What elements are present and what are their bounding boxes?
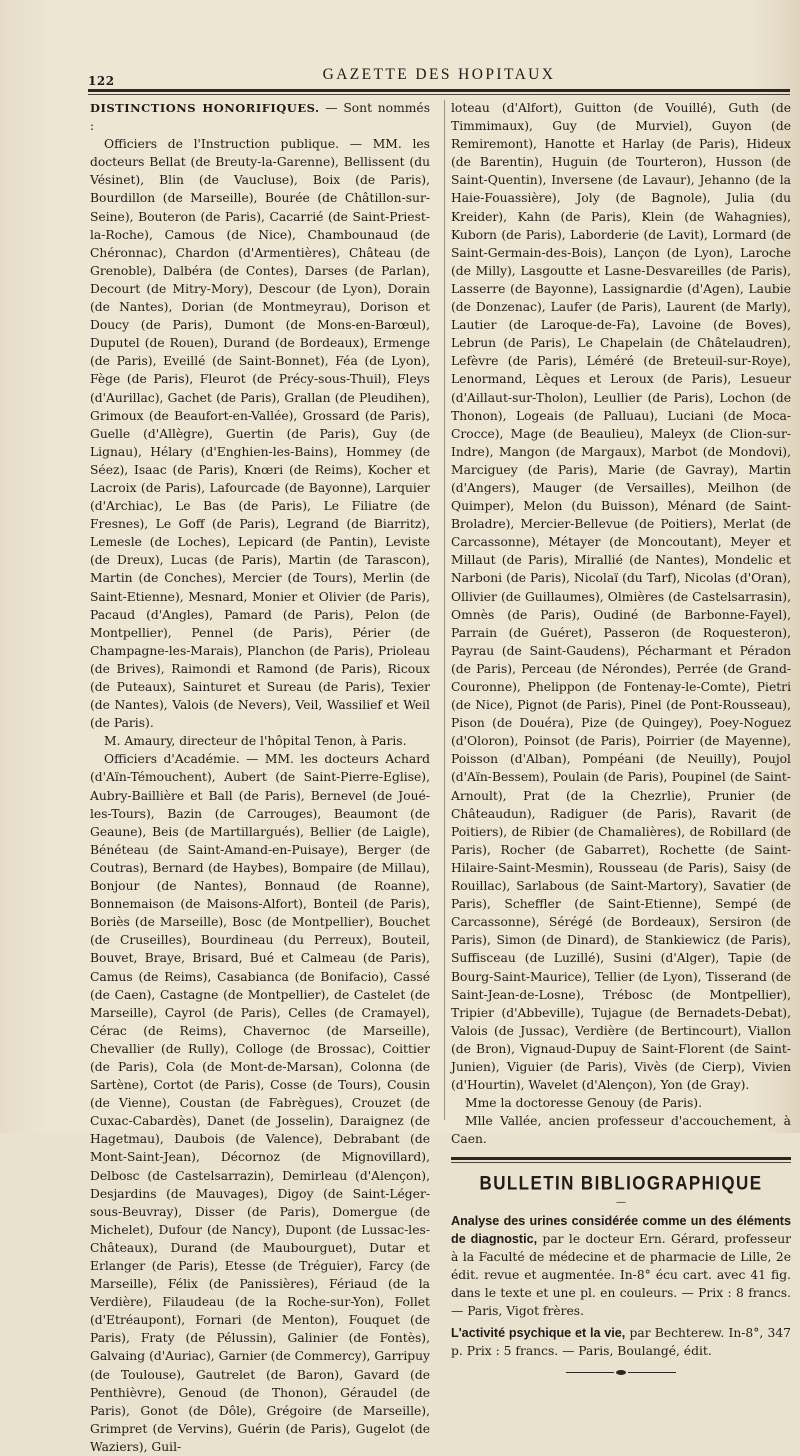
instruction-publique-paragraph: Officiers de l'Instruction publique. — MM. les docteurs Bellat (de Breuty-la-Garenne), Bellissent (du Vésinet), Blin (de Vaucluse), Boix (de Paris), Bourdillon (de Marseille), Bourée (de Châtillon-sur-Seine), Bouteron (de Paris), Cacarrié (de Saint-Priest-la-Roche), Camous (de Nice), Chambounaud (de Chéronnac), Chardon (d'Armentières), Château (de Grenoble), Dalbéra (de Contes), Darses (de Parlan), Decourt (de Mitry-Mory), Descour (de Lyon), Dorain (de Nantes), Dorian (de Montmeyrau), Dorison et Doucy (de Paris), Dumont (de Mons-en-Barœul), Duputel (de Rouen), Durand (de Bordeaux), Ermenge (de Paris), Eveillé (de Saint-Bonnet), Féa (de Lyon), Fège (de Paris), Fleurot (de Précy-sous-Thuil), Fleys (d'Aurillac), Gachet (de Paris), Grallan (de Pleudihen), Grimoux (de Beaufort-en-Vallée), Grossard (de Paris), Guelle (d'Allègre), Guertin (de Paris), Guy (de Lignau), Hélary (d'Enghien-les-Bains), Hommey (de Séez), Isaac (de Paris), Knœri (de Reims), Kocher et Lacroix (de Paris), Lafourcade (de Bayonne), Larquier (d'Archiac), Le Bas (de Paris), Le Filiatre (de Fresnes), Le Goff (de Paris), Legrand (de Biarritz), Lemesle (de Loches), Lepicard (de Pantin), Leviste (de Dreux), Lucas (de Paris), Martin (de Tarascon), Martin (de Conches), Mercier (de Tours), Merlin (de Saint-Etienne), Mesnard, Monier et Olivier (de Paris), Pacaud (d'Angles), Pamard (de Paris), Pelon (de Montpellier), Pennel (de Paris), Périer (de Champagne-les-Marais), Planchon (de Paris), Prioleau (de Brives), Raimondi et Ramond (de Paris), Ricoux (de Puteaux), Sainturet et Sureau (de Paris), Texier (de Nantes), Valois (de Nevers), Veil, Wassilief et Weil (de Paris).	[90, 137, 430, 731]
page-header	[88, 66, 790, 86]
ornament-line-right	[628, 1372, 676, 1373]
left-column	[90, 99, 430, 1456]
book-title-activite: L'activité psychique et la vie,	[451, 1326, 626, 1341]
distinctions-heading: DISTINCTIONS HONORIFIQUES.	[90, 101, 320, 115]
running-title: GAZETTE DES HOPITAUX	[322, 66, 556, 83]
book-title-urines: Analyse des urines considérée comme un des éléments de diagnostic,	[451, 1213, 791, 1246]
ornament-line-left	[566, 1372, 614, 1373]
column-divider	[444, 100, 445, 1120]
end-ornament	[451, 1368, 791, 1376]
section-rule-thin	[451, 1162, 791, 1163]
academie-continued-paragraph: loteau (d'Alfort), Guitton (de Vouillé), Guth (de Timmimaux), Guy (de Murviel), Guyon (de Remiremont), Hanotte et Harlay (de Paris), Hideux (de Barentin), Huguin (de Tourteron), Husson (de Saint-Quentin), Inversene (de Lavaur), Jehanno (de la Haie-Fouassière), Joly (de Bagnole), Julia (du Kreider), Kahn (de Paris), Klein (de Wahagnies), Kuborn (de Paris), Laborderie (de Lavit), Lormard (de Saint-Germain-des-Bois), Lançon (de Lyon), Laroche (de Milly), Lasgoutte et Lasne-Desvareilles (de Paris), Lasserre (de Bayonne), Lassignardie (d'Agen), Laubie (de Donzenac), Laufer (de Paris), Laurent (de Marly), Lautier (de Laroque-de-Fa), Lavoine (de Boves), Lebrun (de Paris), Le Chapelain (de Châtelaudren), Lefèvre (de Paris), Léméré (de Breteuil-sur-Roye), Lenormand, Lèques et Leroux (de Paris), Lesueur (d'Aillaut-sur-Tholon), Leullier (de Paris), Lochon (de Thonon), Logeais (de Palluau), Luciani (de Moca-Crocce), Mage (de Beaulieu), Maleyx (de Clion-sur-Indre), Mangon (de Margaux), Marbot (de Mondovi), Marciguey (de Paris), Marie (de Gavray), Martin (d'Angers), Mauger (de Versailles), Meilhon (de Quimper), Melon (du Buisson), Ménard (de Saint-Broladre), Mercier-Bellevue (de Poitiers), Merlat (de Carcassonne), Métayer (de Moncoutant), Meyer et Millaut (de Paris), Mirallié (de Nantes), Mondelic et Narboni (de Paris), Nicolaï (du Tarf), Nicolas (d'Oran), Ollivier (de Guillaumes), Olmières (de Castelsarrasin), Omnès (de Paris), Oudiné (de Barbonne-Fayel), Parrain (de Guéret), Passeron (de Roquesteron), Payrau (de Saint-Gaudens), Pécharmant et Péradon (de Paris), Perceau (de Nérondes), Perrée (de Grand-Couronne), Phelippon (de Fontenay-le-Comte), Pietri (de Nice), Pignot (de Paris), Pinel (de Pont-Rousseau), Pison (de Douéra), Pize (de Quingey), Poey-Noguez (d'Oloron), Poinsot (de Paris), Poirrier (de Mayenne), Poisson (d'Alban), Pompéani (de Neuilly), Poujol (d'Aïn-Bessem), Poulain (de Paris), Poupinel (de Saint-Arnoult), Prat (de la Chezrlie), Prunier (de Châteaudun), Radiguer (de Paris), Ravarit (de Poitiers), de Ribier (de Chamalières), de Robillard (de Paris), Rocher (de Gabarret), Rochette (de Saint-Hilaire-Saint-Mesmin), Rousseau (de Paris), Saisy (de Rouillac), Sarlabous (de Saint-Martory), Savatier (de Paris), Scheffler (de Saint-Etienne), Sempé (de Carcassonne), Sérégé (de Bordeaux), Sersiron (de Paris), Simon (de Dinard), de Stankiewicz (de Paris), Suffisceau (de Luzillé), Susini (d'Alger), Tapie (de Bourg-Saint-Maurice), Tellier (de Lyon), Tisserand (de Saint-Jean-de-Losne), Trébosc (de Montpellier), Tripier (d'Abbeville), Tujague (de Bernadets-Debat), Valois (de Jussac), Verdière (de Bertincourt), Viallon (de Bron), Vignaud-Dupuy de Saint-Florent (de Saint-Junien), Viguier (de Paris), Vivès (de Cierp), Vivien (d'Hourtin), Wavelet (d'Alençon), Yon (de Gray).	[451, 101, 791, 1093]
right-column	[451, 99, 791, 1376]
officiers-academie-paragraph: Officiers d'Académie. — MM. les docteurs Achard (d'Aïn-Témouchent), Aubert (de Saint-Pierre-Eglise), Aubry-Baillière et Ball (de Paris), Bernevel (de Joué-les-Tours), Bazin (de Carrouges), Beaumont (de Geaune), Beis (de Martillargués), Bellier (de Laigle), Bénéteau (de Saint-Amand-en-Puisaye), Berger (de Coutras), Bernard (de Haybes), Bompaire (de Millau), Bonjour (de Nantes), Bonnaud (de Roanne), Bonnemaison (de Maisons-Alfort), Bonteil (de Paris), Boriès (de Marseille), Bosc (de Montpellier), Bouchet (de Cruseilles), Bourdineau (du Perreux), Bouteil, Bouvet, Braye, Brisard, Bué et Calmeau (de Paris), Camus (de Reims), Casabianca (de Bonifacio), Cassé (de Caen), Castagne (de Montpellier), de Castelet (de Marseille), Cayrol (de Paris), Celles (de Cramayel), Cérac (de Reims), Chavernoc (de Marseille), Chevallier (de Rully), Colloge (de Brossac), Coittier (de Paris), Cola (de Mont-de-Marsan), Colonna (de Sartène), Cortot (de Paris), Cosse (de Tours), Cousin (de Vienne), Coustan (de Fabrègues), Crouzet (de Cuxac-Cabardès), Danet (de Josselin), Daraignez (de Hagetmau), Daubois (de Valence), Debrabant (de Mont-Saint-Jean), Décornoz (de Mignovillard), Delbosc (de Castelsarrazin), Demirleau (d'Alençon), Desjardins (de Mauvages), Digoy (de Saint-Léger-sous-Beuvray), Disser (de Paris), Domergue (de Michelet), Dufour (de Nancy), Dupont (de Lussac-les-Châteaux), Durand (de Maubourguet), Dutar et Erlanger (de Paris), Etesse (de Tréguier), Farcy (de Marseille), Félix (de Panissières), Fériaud (de la Verdière), Filaudeau (de la Roche-sur-Yon), Follet (d'Etréaupont), Fornari (de Menton), Fouquet (de Paris), Fraty (de Pélussin), Galinier (de Fontès), Galvaing (d'Auriac), Garnier (de Commercy), Garripuy (de Toulouse), Gautrelet (de Baron), Gavard (de Penthièvre), Genoud (de Thonon), Géraudel (de Paris), Gonot (de Dôle), Grégoire (de Marseille), Grimpret (de Vervins), Guérin (de Paris), Gugelot (de Waziers), Guil-	[90, 752, 430, 1454]
book-entry-activite	[451, 1324, 791, 1360]
amaury-paragraph: M. Amaury, directeur de l'hôpital Tenon, à Paris.	[104, 734, 407, 749]
distinctions-heading-tail: — Sont nommés :	[90, 101, 430, 134]
book-details-urines: par le docteur Ern. Gérard, professeur à la Faculté de médecine et de pharmacie de Lille, 2e édit. revue et augmentée. In-8° écu cart. avec 41 fig. dans le texte et une pl. en couleurs. — Prix : 8 francs. — Paris, Vigot frères.	[451, 1231, 791, 1318]
distinctions-heading-paragraph	[90, 99, 430, 135]
vallee-paragraph: Mlle Vallée, ancien professeur d'accouchement, à Caen.	[451, 1114, 791, 1147]
section-rule-thick	[451, 1157, 791, 1160]
bulletin-title: BULLETIN BIBLIOGRAPHIQUE	[479, 1172, 763, 1195]
book-details-activite: par Bechterew. In-8°, 347 p. Prix : 5 francs. — Paris, Boulangé, édit.	[451, 1326, 791, 1359]
book-entry-urines	[451, 1212, 791, 1321]
genouy-paragraph: Mme la doctoresse Genouy (de Paris).	[465, 1096, 703, 1111]
page-number: 122	[88, 74, 115, 88]
header-rule-thick	[88, 89, 790, 92]
bulletin-dash: —	[616, 1196, 626, 1208]
header-rule-thin	[88, 94, 790, 95]
ornament-dot	[616, 1370, 626, 1375]
